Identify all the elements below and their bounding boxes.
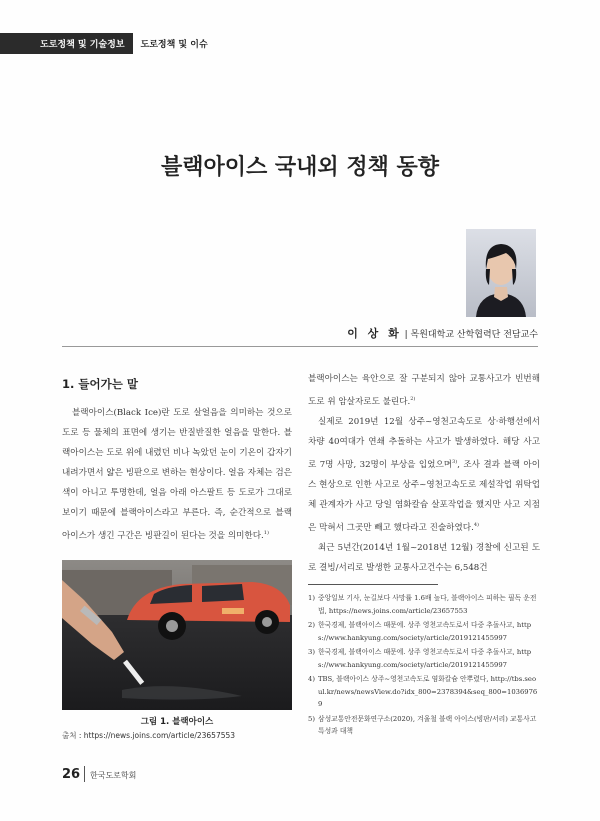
section-label: 도로정책 및 기술정보	[0, 33, 133, 54]
right-text-3: 최근 5년간(2014년 1월~2018년 12월) 경찰에 신고된 도로 결빙/서리로 발생한 교통사고건수는 6,548건	[308, 542, 540, 573]
intro-paragraph	[62, 403, 292, 546]
right-text-2b: , 조사 결과 블랙 아이스 현상으로 인한 사고로 상주~영천고속도로 제설작업 위탁업체 관계자가 사고 당일 염화칼슘 살포작업을 했지만 사고 지점은 막혀서 그곳만 빼고 했다라고 진술하였다.	[308, 459, 541, 533]
section-heading: 1. 들어가는 말	[62, 377, 138, 391]
author-name: 이 상 화	[347, 327, 402, 340]
right-text-2a: 실제로 2019년 12월 상주~영천고속도로 상·하행선에서 차량 40여대가 연쇄 추돌하는 사고가 발생하였다. 해당 사고로 7명 사망, 32명이 부상을 입었으며	[308, 416, 540, 470]
footnote-rule	[308, 584, 438, 585]
footnote-number: 5)	[308, 714, 315, 723]
byline-divider: |	[404, 330, 411, 340]
article-title: 블랙아이스 국내외 정책 동향	[160, 155, 439, 180]
footnote-text: 한국경제, 블랙아이스 때문에. 상주 영천고속도로서 다중 추돌사고, https://www.hankyung.com/society/article/2019121455997	[318, 621, 532, 642]
footnote-item	[308, 673, 540, 711]
figure-caption: 그림 1. 블랙아이스	[140, 717, 214, 727]
author-byline	[280, 325, 538, 341]
subsection-label: 도로정책 및 이슈	[140, 39, 208, 50]
section-tag	[0, 33, 216, 53]
footnote-number: 4)	[308, 675, 315, 683]
footer-divider	[84, 766, 85, 782]
footnote-ref-2: 2)	[410, 396, 416, 402]
footnote-text: 한국경제, 블랙아이스 때문에. 상주 영천고속도로서 다중 추돌사고, https://www.hankyung.com/society/article/2019121455997	[318, 648, 532, 669]
figure-source: 출처 : https://news.joins.com/article/23657553	[62, 731, 236, 740]
footnote-ref-1: 1)	[263, 530, 269, 536]
footnote-number: 3)	[308, 648, 315, 656]
figure-black-ice	[62, 560, 292, 710]
footnote-ref-3: 3)	[452, 458, 458, 465]
footnote-text: 삼성교통안전문화연구소(2020), 겨울철 블랙 아이스(빙판/서리) 교통사고 특성과 대책	[318, 714, 537, 735]
footnote-item	[308, 713, 540, 738]
right-paragraph-1	[308, 369, 540, 412]
right-paragraph-2	[308, 412, 540, 538]
author-photo	[466, 229, 536, 317]
footnote-item	[308, 619, 540, 644]
left-column	[62, 403, 292, 546]
page-number: 26	[62, 767, 81, 782]
footnote-text: 중앙일보 기사, 눈길보다 사망률 1.6배 높다, 블랙아이스 피하는 필독 운전법, https://news.joins.com/article/23657553	[318, 594, 537, 615]
footnote-ref-4: 4)	[473, 521, 479, 528]
header-rule	[62, 346, 538, 347]
footnote-number: 2)	[308, 621, 315, 629]
intro-text: 블랙아이스(Black Ice)란 도로 살얼음을 의미하는 것으로 도로 등 물체의 표면에 생기는 반질반질한 얼음을 말한다. 블랙아이스는 도로 위에 내렸던 비나 녹았던 눈이 기온이 갑자기 내려가면서 얇은 빙판으로 변하는 현상이다. 얼음 자체는 검은색이 아니고 투명한데, 얼음 아래 아스팔트 등 도로가 그대로 보이기 때문에 블랙아이스라고 부른다. 즉, 순간적으로 블랙 아이스가 생긴 구간은 빙판길이 된다는 것을 의미한다.	[62, 408, 292, 541]
right-text-1: 블랙아이스는 육안으로 잘 구분되지 않아 교통사고가 빈번해 도로 위 암살자로도 불린다.	[308, 374, 540, 407]
footnotes	[308, 592, 540, 740]
publisher-name: 한국도로학회	[90, 771, 137, 780]
footnote-item	[308, 592, 540, 617]
footnote-text: TBS, 블랙아이스 상주~영천고속도로 염화칼슘 안뿌렸다, http://tbs.seoul.kr/news/newsView.do?idx_800=2378394&seq_800=10369769	[318, 675, 538, 708]
right-paragraph-3	[308, 538, 540, 578]
author-affiliation: 목원대학교 산학협력단 전담교수	[410, 330, 538, 340]
footnote-number: 1)	[308, 594, 315, 602]
footnote-item	[308, 646, 540, 671]
right-column	[308, 369, 540, 578]
